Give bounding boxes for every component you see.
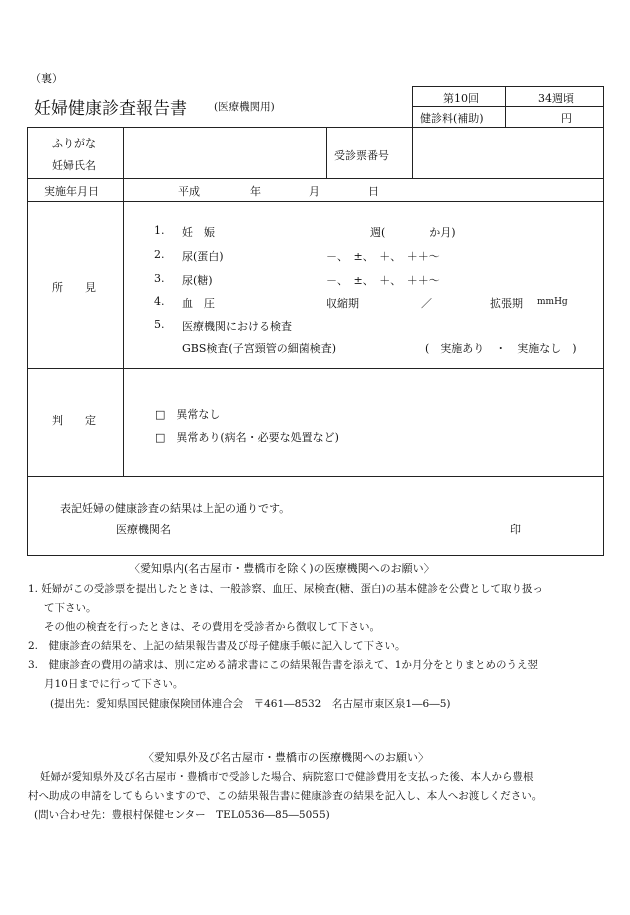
name-field[interactable]	[126, 130, 324, 176]
visit-number: 第10回	[443, 92, 479, 105]
visit-week: 34週頃	[538, 92, 574, 105]
instruction-line: 月10日までに行って下さい。	[44, 678, 184, 690]
instruction-line: 1. 妊婦がこの受診票を提出したときは、一般診察、血圧、尿検査(糖、蛋白)の基本健診を公費として取り扱っ	[28, 583, 544, 595]
finding-num: 4.	[154, 295, 165, 308]
finding-num: 2.	[154, 248, 165, 261]
finding-clinic-test-label: 医療機関における検査	[182, 320, 292, 333]
finding-blood-pressure-label: 血 圧	[182, 297, 215, 310]
fee-label: 健診料(補助)	[420, 112, 484, 125]
page-subtitle: (医療機関用)	[214, 101, 275, 113]
ticket-number-field[interactable]	[415, 130, 601, 176]
instruction-line: て下さい。	[44, 602, 97, 614]
instruction-line: 3. 健康診査の費用の請求は、別に定める請求書にこの結果報告書を添えて、1か月分をとりまとめのうえ翌	[28, 659, 538, 671]
instruction-line: その他の検査を行ったときは、その費用を受診者から徴収して下さい。	[44, 621, 380, 633]
finding-num: 3.	[154, 272, 165, 285]
gbs-test-choice[interactable]: ( 実施あり ・ 実施なし )	[425, 342, 577, 355]
finding-urine-sugar-label: 尿(糖)	[182, 274, 213, 287]
diastolic-label: 拡張期	[490, 297, 523, 310]
findings-label: 所 見	[52, 281, 96, 294]
judgement-abnormal-checkbox[interactable]: □ 異常あり(病名・必要な処置など)	[155, 431, 339, 444]
systolic-label: 収縮期	[326, 297, 359, 310]
finding-urine-protein-options[interactable]: －、 ±、 ＋、 ＋＋～	[326, 250, 440, 263]
result-statement: 表記妊婦の健康診査の結果は上記の通りです。	[60, 502, 291, 515]
finding-urine-protein-label: 尿(蛋白)	[182, 250, 224, 263]
furigana-label: ふりがな	[52, 137, 96, 150]
finding-pregnancy-label: 妊 娠	[182, 226, 215, 239]
bp-unit: mmHg	[537, 297, 568, 307]
judgement-label: 判 定	[52, 414, 96, 427]
ticket-number-label: 受診票番号	[334, 149, 389, 162]
date-year: 年	[250, 185, 261, 198]
date-era: 平成	[178, 185, 200, 198]
date-month: 月	[309, 185, 320, 198]
gbs-test-label: GBS検査(子宮頸管の細菌検査)	[182, 342, 336, 355]
contact-info: (問い合わせ先：豊根村保健センター TEL0536―85―5055)	[34, 809, 330, 821]
bp-slash: ／	[421, 297, 432, 310]
section-title: 〈愛知県外及び名古屋市・豊橋市の医療機関へのお願い〉	[143, 751, 429, 764]
section-title: 〈愛知県内(名古屋市・豊橋市を除く)の医療機関へのお願い〉	[129, 562, 435, 575]
institution-field[interactable]	[190, 518, 490, 536]
finding-num: 5.	[154, 318, 165, 331]
fee-unit: 円	[561, 112, 572, 125]
instruction-line: 妊婦が愛知県外及び名古屋市・豊橋市で受診した場合、病院窓口で健診費用を支払った後、本人から豊根	[40, 771, 534, 783]
name-label: 妊婦氏名	[52, 159, 96, 172]
judgement-normal-checkbox[interactable]: □ 異常なし	[155, 408, 221, 421]
submission-address: (提出先：愛知県国民健康保険団体連合会 〒461―8532 名古屋市東区泉1―6―5)	[50, 698, 451, 710]
finding-pregnancy-value[interactable]: 週( か月)	[370, 226, 456, 239]
finding-urine-sugar-options[interactable]: －、 ±、 ＋、 ＋＋～	[326, 274, 440, 287]
page-side-label: （裏）	[30, 72, 63, 85]
seal-label: 印	[510, 523, 521, 536]
page-title: 妊婦健康診査報告書	[34, 99, 187, 119]
date-label: 実施年月日	[44, 185, 99, 198]
institution-label: 医療機関名	[116, 523, 171, 536]
instruction-line: 2. 健康診査の結果を、上記の結果報告書及び母子健康手帳に記入して下さい。	[28, 640, 406, 652]
date-day: 日	[368, 185, 379, 198]
instruction-line: 村へ助成の申請をしてもらいますので、この結果報告書に健康診査の結果を記入し、本人へお渡しください。	[28, 790, 543, 802]
finding-num: 1.	[154, 224, 165, 237]
